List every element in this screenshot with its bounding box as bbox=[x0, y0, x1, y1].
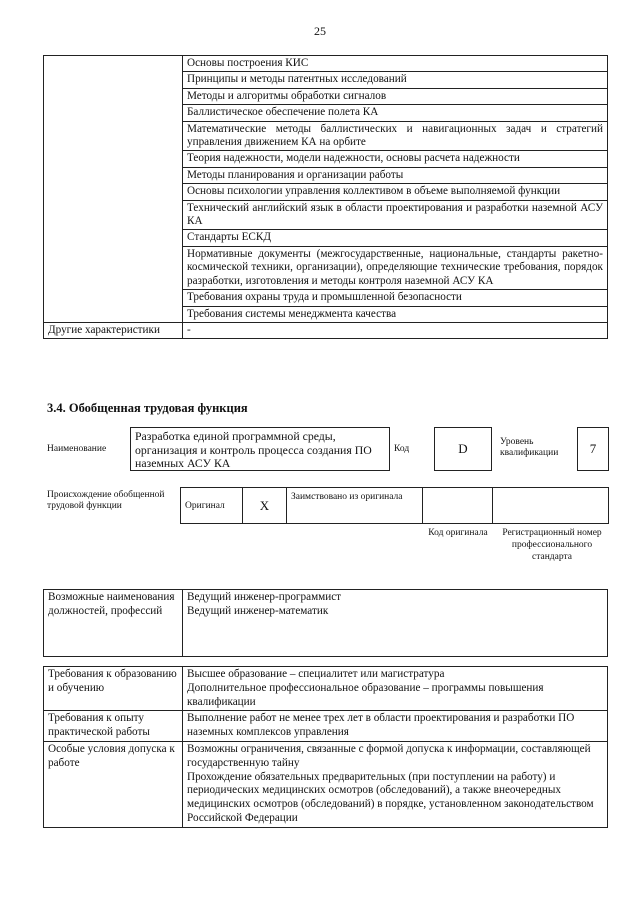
knowledge-item: Математические методы баллистических и навигационных задач и стратегий управления движением КА на орбите bbox=[183, 121, 608, 151]
knowledge-item: Требования системы менеджмента качества bbox=[183, 306, 608, 322]
origin-label: Происхождение обобщенной трудовой функции bbox=[47, 490, 165, 511]
education-line: Высшее образование – специалитет или магистратура bbox=[187, 668, 445, 680]
qualification-level-label: Уровень квалификации bbox=[500, 437, 559, 458]
positions-value bbox=[183, 590, 608, 657]
code-label: Код bbox=[394, 444, 410, 454]
function-code-value: D bbox=[434, 427, 492, 471]
table-row bbox=[44, 667, 608, 711]
table-row bbox=[44, 741, 608, 827]
knowledge-table bbox=[43, 55, 608, 339]
position-item: Ведущий инженер-математик bbox=[187, 604, 329, 617]
other-characteristics-value: - bbox=[183, 322, 608, 338]
knowledge-item: Нормативные документы (межгосударственные, национальные, стандарты ракетно-космической техники, организации), определяющие технические требования, порядок разработки, изготовления и методы контроля наземной АСУ КА bbox=[183, 246, 608, 289]
experience-label: Требования к опыту практической работы bbox=[44, 711, 183, 742]
original-mark: X bbox=[243, 488, 287, 524]
admission-conditions-label: Особые условия допуска к работе bbox=[44, 741, 183, 827]
knowledge-item: Методы планирования и организации работы bbox=[183, 167, 608, 183]
knowledge-item: Стандарты ЕСКД bbox=[183, 230, 608, 246]
knowledge-label-cell bbox=[44, 56, 183, 323]
education-label: Требования к образованию и обучению bbox=[44, 667, 183, 711]
borrowed-label: Заимствовано из оригинала bbox=[287, 488, 423, 524]
qualification-level-value: 7 bbox=[577, 427, 609, 471]
function-name-value: Разработка единой программной среды, организация и контроль процесса создания ПО наземных АСУ КА bbox=[130, 427, 390, 471]
education-value bbox=[183, 667, 608, 711]
knowledge-item: Теория надежности, модели надежности, основы расчета надежности bbox=[183, 151, 608, 167]
original-label: Оригинал bbox=[181, 488, 243, 524]
admission-conditions-value bbox=[183, 741, 608, 827]
knowledge-item: Методы и алгоритмы обработки сигналов bbox=[183, 88, 608, 104]
registration-number-cell bbox=[493, 488, 609, 524]
name-label: Наименование bbox=[47, 444, 107, 454]
positions-table bbox=[43, 589, 608, 657]
origin-table bbox=[180, 487, 609, 524]
positions-label: Возможные наименования должностей, профессий bbox=[44, 590, 183, 657]
admission-line: Возможны ограничения, связанные с формой допуска к информации, составляющей государственную тайну bbox=[187, 742, 591, 769]
original-code-cell bbox=[423, 488, 493, 524]
experience-line: Выполнение работ не менее трех лет в области проектирования и разработки ПО наземных комплексов управления bbox=[187, 712, 575, 739]
requirements-table bbox=[43, 666, 608, 828]
knowledge-item: Требования охраны труда и промышленной безопасности bbox=[183, 290, 608, 306]
experience-value bbox=[183, 711, 608, 742]
knowledge-item: Основы построения КИС bbox=[183, 56, 608, 72]
knowledge-item: Основы психологии управления коллективом в объеме выполняемой функции bbox=[183, 184, 608, 200]
knowledge-item: Технический английский язык в области проектирования и разработки наземной АСУ КА bbox=[183, 200, 608, 230]
education-line: Дополнительное профессиональное образование – программы повышения квалификации bbox=[187, 681, 544, 708]
table-row bbox=[44, 322, 608, 338]
table-row bbox=[181, 488, 609, 524]
section-title: 3.4. Обобщенная трудовая функция bbox=[47, 401, 248, 415]
original-code-caption: Код оригинала bbox=[428, 528, 488, 538]
knowledge-item: Принципы и методы патентных исследований bbox=[183, 72, 608, 88]
table-row bbox=[44, 590, 608, 657]
other-characteristics-label: Другие характеристики bbox=[44, 322, 183, 338]
knowledge-item: Баллистическое обеспечение полета КА bbox=[183, 105, 608, 121]
registration-number-caption: Регистрационный номер профессионального стандарта bbox=[502, 528, 602, 562]
admission-line: Прохождение обязательных предварительных (при поступлении на работу) и периодических медицинских осмотров (обследований), а также внеочередных медицинских осмотров (обследований) в порядке, установленном законодательством Российской Федерации bbox=[187, 770, 594, 824]
page-number: 25 bbox=[314, 24, 326, 38]
position-item: Ведущий инженер-программист bbox=[187, 591, 342, 603]
table-row bbox=[44, 711, 608, 742]
table-row bbox=[44, 56, 608, 72]
